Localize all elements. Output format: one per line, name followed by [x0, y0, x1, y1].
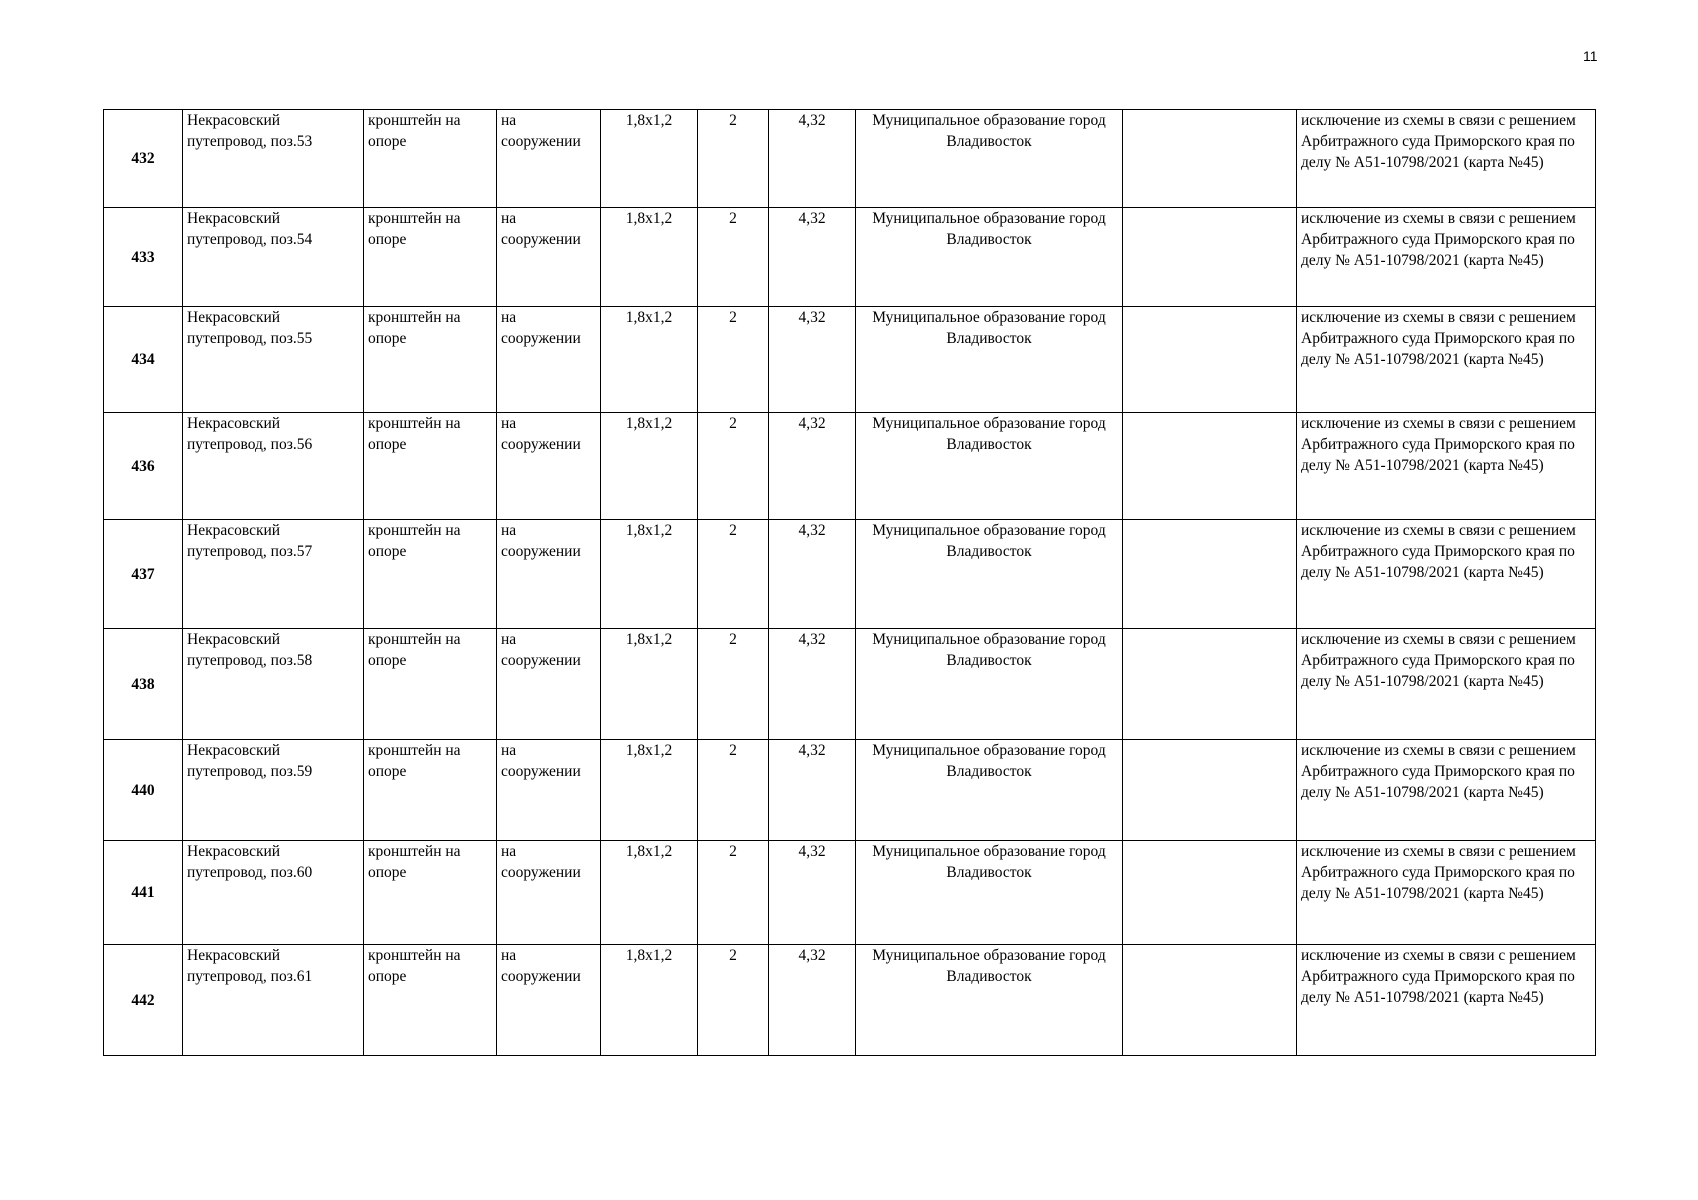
sides-cell: 2: [698, 841, 769, 945]
blank-cell: [1123, 110, 1297, 208]
blank-cell: [1123, 307, 1297, 413]
row-number: 442: [104, 945, 183, 1056]
row-number: 432: [104, 110, 183, 208]
size-cell: 1,8x1,2: [601, 520, 698, 629]
sides-cell: 2: [698, 629, 769, 740]
blank-cell: [1123, 841, 1297, 945]
row-number: 440: [104, 740, 183, 841]
type-cell: кронштейн на опоре: [364, 629, 497, 740]
note-cell: исключение из схемы в связи с решением Арбитражного суда Приморского края по делу № А51-10798/2021 (карта №45): [1297, 307, 1596, 413]
sides-cell: 2: [698, 945, 769, 1056]
owner-cell: Муниципальное образование город Владивосток: [856, 841, 1123, 945]
row-number: 437: [104, 520, 183, 629]
location-cell: Некрасовский путепровод, поз.54: [183, 208, 364, 307]
placement-cell: на сооружении: [497, 629, 601, 740]
placement-cell: на сооружении: [497, 740, 601, 841]
placement-cell: на сооружении: [497, 520, 601, 629]
type-cell: кронштейн на опоре: [364, 110, 497, 208]
location-cell: Некрасовский путепровод, поз.55: [183, 307, 364, 413]
type-cell: кронштейн на опоре: [364, 307, 497, 413]
registry-table: [103, 109, 1596, 1056]
table-row: [104, 307, 1596, 413]
blank-cell: [1123, 740, 1297, 841]
table-row: [104, 740, 1596, 841]
placement-cell: на сооружении: [497, 208, 601, 307]
sides-cell: 2: [698, 110, 769, 208]
location-cell: Некрасовский путепровод, поз.57: [183, 520, 364, 629]
area-cell: 4,32: [769, 208, 856, 307]
blank-cell: [1123, 520, 1297, 629]
area-cell: 4,32: [769, 841, 856, 945]
placement-cell: на сооружении: [497, 110, 601, 208]
location-cell: Некрасовский путепровод, поз.60: [183, 841, 364, 945]
owner-cell: Муниципальное образование город Владивосток: [856, 520, 1123, 629]
owner-cell: Муниципальное образование город Владивосток: [856, 629, 1123, 740]
note-cell: исключение из схемы в связи с решением Арбитражного суда Приморского края по делу № А51-10798/2021 (карта №45): [1297, 841, 1596, 945]
table-row: [104, 208, 1596, 307]
note-cell: исключение из схемы в связи с решением Арбитражного суда Приморского края по делу № А51-10798/2021 (карта №45): [1297, 629, 1596, 740]
location-cell: Некрасовский путепровод, поз.61: [183, 945, 364, 1056]
blank-cell: [1123, 208, 1297, 307]
sides-cell: 2: [698, 307, 769, 413]
sides-cell: 2: [698, 740, 769, 841]
owner-cell: Муниципальное образование город Владивосток: [856, 740, 1123, 841]
location-cell: Некрасовский путепровод, поз.59: [183, 740, 364, 841]
size-cell: 1,8x1,2: [601, 307, 698, 413]
row-number: 433: [104, 208, 183, 307]
row-number: 438: [104, 629, 183, 740]
location-cell: Некрасовский путепровод, поз.56: [183, 413, 364, 520]
blank-cell: [1123, 945, 1297, 1056]
table-row: [104, 629, 1596, 740]
sides-cell: 2: [698, 520, 769, 629]
owner-cell: Муниципальное образование город Владивосток: [856, 945, 1123, 1056]
note-cell: исключение из схемы в связи с решением Арбитражного суда Приморского края по делу № А51-10798/2021 (карта №45): [1297, 110, 1596, 208]
table-row: [104, 520, 1596, 629]
sides-cell: 2: [698, 413, 769, 520]
owner-cell: Муниципальное образование город Владивосток: [856, 307, 1123, 413]
area-cell: 4,32: [769, 520, 856, 629]
type-cell: кронштейн на опоре: [364, 945, 497, 1056]
placement-cell: на сооружении: [497, 413, 601, 520]
size-cell: 1,8x1,2: [601, 413, 698, 520]
blank-cell: [1123, 413, 1297, 520]
area-cell: 4,32: [769, 740, 856, 841]
owner-cell: Муниципальное образование город Владивосток: [856, 208, 1123, 307]
type-cell: кронштейн на опоре: [364, 413, 497, 520]
area-cell: 4,32: [769, 307, 856, 413]
type-cell: кронштейн на опоре: [364, 208, 497, 307]
note-cell: исключение из схемы в связи с решением Арбитражного суда Приморского края по делу № А51-10798/2021 (карта №45): [1297, 945, 1596, 1056]
row-number: 441: [104, 841, 183, 945]
note-cell: исключение из схемы в связи с решением Арбитражного суда Приморского края по делу № А51-10798/2021 (карта №45): [1297, 740, 1596, 841]
note-cell: исключение из схемы в связи с решением Арбитражного суда Приморского края по делу № А51-10798/2021 (карта №45): [1297, 520, 1596, 629]
table-row: [104, 841, 1596, 945]
row-number: 436: [104, 413, 183, 520]
placement-cell: на сооружении: [497, 841, 601, 945]
location-cell: Некрасовский путепровод, поз.53: [183, 110, 364, 208]
type-cell: кронштейн на опоре: [364, 841, 497, 945]
size-cell: 1,8x1,2: [601, 945, 698, 1056]
table-row: [104, 110, 1596, 208]
area-cell: 4,32: [769, 413, 856, 520]
size-cell: 1,8x1,2: [601, 841, 698, 945]
area-cell: 4,32: [769, 110, 856, 208]
size-cell: 1,8x1,2: [601, 629, 698, 740]
placement-cell: на сооружении: [497, 945, 601, 1056]
area-cell: 4,32: [769, 945, 856, 1056]
type-cell: кронштейн на опоре: [364, 740, 497, 841]
placement-cell: на сооружении: [497, 307, 601, 413]
area-cell: 4,32: [769, 629, 856, 740]
type-cell: кронштейн на опоре: [364, 520, 497, 629]
size-cell: 1,8x1,2: [601, 110, 698, 208]
table-row: [104, 945, 1596, 1056]
table-row: [104, 413, 1596, 520]
blank-cell: [1123, 629, 1297, 740]
note-cell: исключение из схемы в связи с решением Арбитражного суда Приморского края по делу № А51-10798/2021 (карта №45): [1297, 413, 1596, 520]
registry-body: [104, 110, 1596, 1056]
owner-cell: Муниципальное образование город Владивосток: [856, 110, 1123, 208]
sides-cell: 2: [698, 208, 769, 307]
owner-cell: Муниципальное образование город Владивосток: [856, 413, 1123, 520]
row-number: 434: [104, 307, 183, 413]
location-cell: Некрасовский путепровод, поз.58: [183, 629, 364, 740]
note-cell: исключение из схемы в связи с решением Арбитражного суда Приморского края по делу № А51-10798/2021 (карта №45): [1297, 208, 1596, 307]
size-cell: 1,8x1,2: [601, 740, 698, 841]
size-cell: 1,8x1,2: [601, 208, 698, 307]
page-number: 11: [1583, 48, 1598, 64]
